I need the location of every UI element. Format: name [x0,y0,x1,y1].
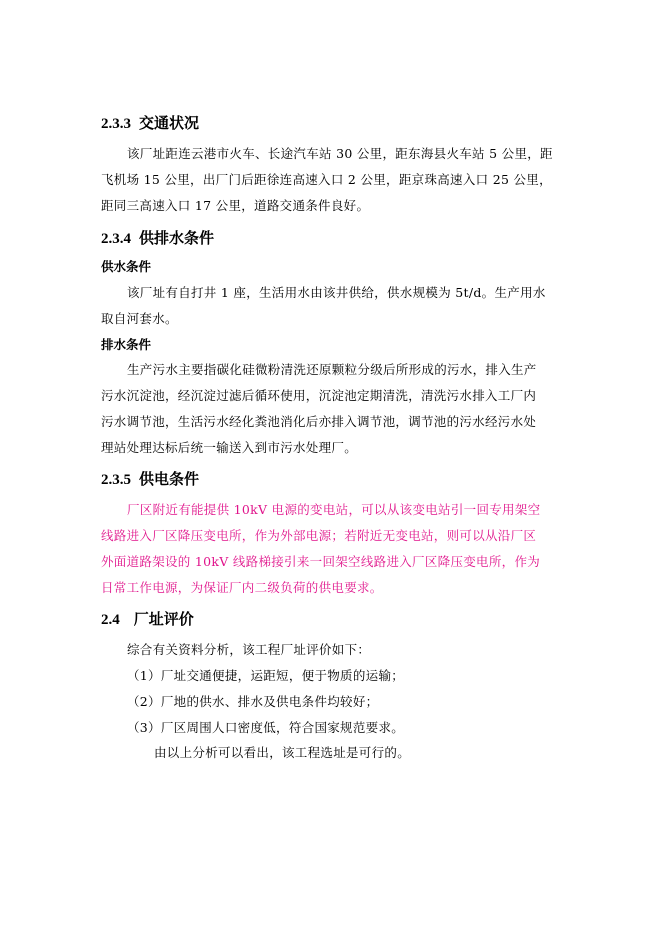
paragraph-line-highlight: 线路进入厂区降压变电所，作为外部电源；若附近无变电站，则可以从沿厂区 [101,528,537,543]
paragraph-line: 飞机场 15 公里，出厂门后距徐连高速入口 2 公里，距京珠高速入口 25 公里， [101,172,552,187]
heading-title: 供电条件 [139,472,200,488]
paragraph-line: 取自河套水。 [101,311,178,326]
paragraph-line: 污水沉淀池，经沉淀过滤后循环使用，沉淀池定期清洗，清洗污水排入工厂内 [101,388,537,403]
paragraph-line: 综合有关资料分析，该工程厂址评价如下： [127,642,371,657]
heading-water [101,229,214,249]
heading-number: 2.3.3 [101,116,131,132]
heading-number: 2.4 [101,612,120,628]
list-item: （1）厂址交通便捷，运距短，便于物质的运输； [127,668,405,683]
paragraph-line: 该厂址有自打井 1 座，生活用水由该井供给，供水规模为 5t/d。生产用水 [127,285,546,300]
list-item: （3）厂区周围人口密度低，符合国家规范要求。 [127,720,405,735]
heading-power [101,470,199,490]
paragraph-line: 污水调节池，生活污水经化粪池消化后亦排入调节池，调节池的污水经污水处 [101,414,537,429]
paragraph-line-highlight: 日常工作电源，为保证厂内二级负荷的供电要求。 [101,580,383,595]
paragraph-line-highlight: 外面道路架设的 10kV 线路梯接引来一回架空线路进入厂区降压变电所，作为 [101,554,541,569]
heading-evaluation [101,610,194,630]
heading-number: 2.3.4 [101,231,131,247]
heading-traffic [101,114,199,134]
subheading-water-supply: 供水条件 [101,259,152,274]
paragraph-line: 由以上分析可以看出，该工程选址是可行的。 [154,745,411,760]
heading-title: 厂址评价 [133,612,194,628]
paragraph-line: 理站处理达标后统一输送入到市污水处理厂。 [101,440,358,455]
heading-title: 交通状况 [139,116,200,132]
subheading-water-drain: 排水条件 [101,337,152,352]
paragraph-line: 该厂址距连云港市火车、长途汽车站 30 公里，距东海县火车站 5 公里，距 [127,146,553,161]
list-item: （2）厂地的供水、排水及供电条件均较好； [127,694,379,709]
paragraph-line: 距同三高速入口 17 公里，道路交通条件良好。 [101,198,370,213]
paragraph-line: 生产污水主要指碳化硅微粉清洗还原颗粒分级后所形成的污水，排入生产 [127,362,537,377]
heading-title: 供排水条件 [139,231,215,247]
heading-number: 2.3.5 [101,472,131,488]
paragraph-line-highlight: 厂区附近有能提供 10kV 电源的变电站，可以从该变电站引一回专用架空 [127,502,541,517]
